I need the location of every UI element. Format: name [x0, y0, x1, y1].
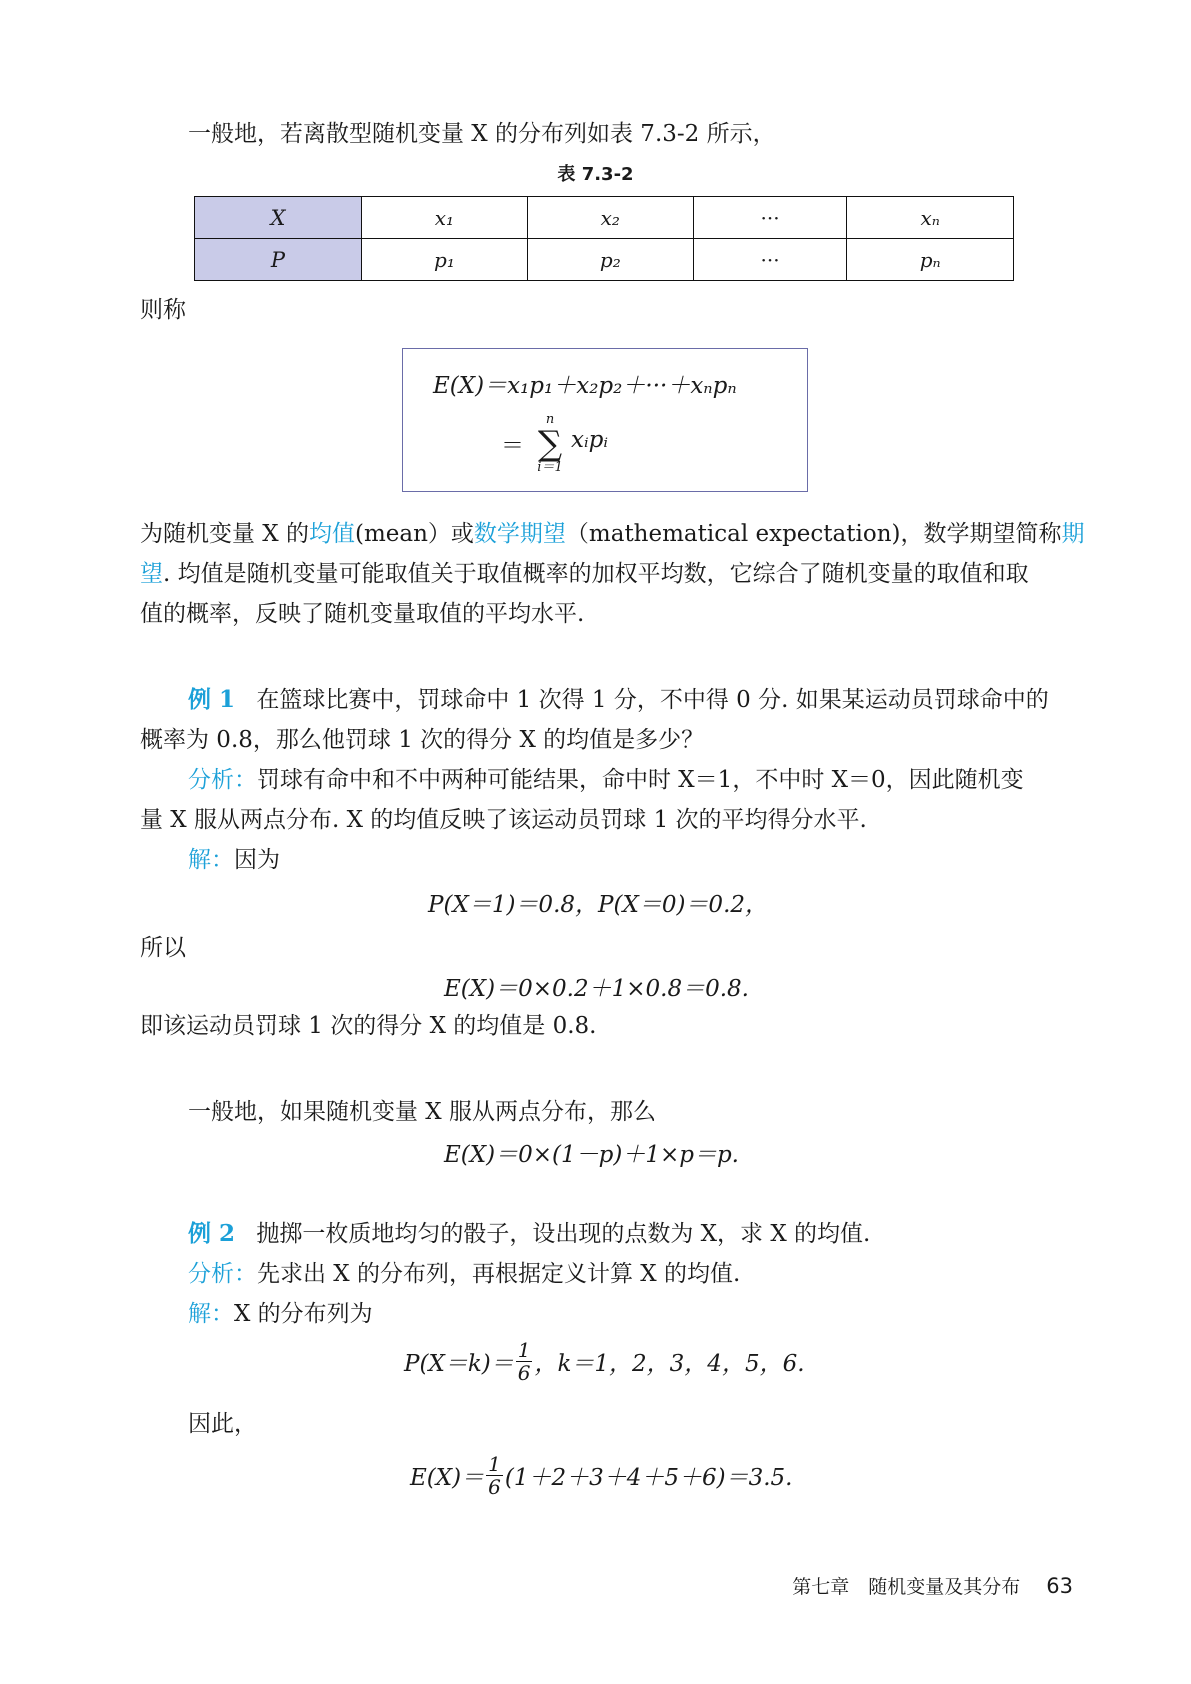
- solution-label: 解：: [188, 847, 234, 873]
- example-1-solution: [140, 840, 1080, 880]
- solution-text: X 的分布列为: [234, 1301, 373, 1327]
- therefore: 因此，: [188, 1411, 257, 1437]
- analysis-text: 先求出 X 的分布列，再根据定义计算 X 的均值.: [257, 1261, 741, 1287]
- table-cell: P: [195, 239, 362, 281]
- sigma-icon: ∑: [537, 424, 563, 464]
- term-expectation: 数学期望: [473, 521, 566, 547]
- definition-line-2: [140, 554, 1080, 594]
- table-cell: ···: [693, 197, 847, 239]
- example-2-analysis: [188, 1254, 740, 1294]
- then-call: 则称: [140, 297, 186, 323]
- table-row: [195, 197, 1014, 239]
- example-1-line-1: [140, 680, 1080, 720]
- fraction: [486, 1453, 503, 1498]
- chapter-title: 第七章 随机变量及其分布: [792, 1576, 1021, 1598]
- table-cell: p₂: [527, 239, 693, 281]
- example-2: [188, 1214, 870, 1254]
- example-text: 在篮球比赛中，罚球命中 1 次得 1 分，不中得 0 分. 如果某运动员罚球命中的: [256, 687, 1049, 713]
- example-1-eq-1: P(X＝1)＝0.8，P(X＝0)＝0.2，: [428, 892, 769, 918]
- eq-part: E(X)＝: [410, 1464, 485, 1491]
- fraction-numerator: 1: [517, 1337, 531, 1362]
- definition-paragraph: [140, 514, 1085, 634]
- definition-line-3: 值的概率，反映了随机变量取值的平均水平.: [140, 601, 585, 627]
- def-text: . 均值是随机变量可能取值关于取值概率的加权平均数，它综合了随机变量的取值和取: [163, 561, 1029, 587]
- sum-body: xᵢpᵢ: [571, 427, 608, 453]
- example-2-solution: [188, 1294, 373, 1334]
- example-label: 例 1: [188, 686, 236, 713]
- fraction-denominator: 6: [517, 1360, 531, 1385]
- table-cell: X: [195, 197, 362, 239]
- analysis-label: 分析：: [188, 1261, 257, 1287]
- distribution-table: [194, 196, 1014, 281]
- table-cell: ···: [693, 239, 847, 281]
- def-text: （mathematical expectation)，数学期望简称: [565, 521, 1062, 547]
- term-mean: 均值: [309, 521, 355, 547]
- eq-part: P(X＝k)＝: [404, 1350, 514, 1377]
- fraction: [516, 1339, 533, 1384]
- intro-line: 一般地，若离散型随机变量 X 的分布列如表 7.3-2 所示，: [188, 121, 776, 147]
- example-2-eq-1: [404, 1336, 805, 1386]
- general-eq: E(X)＝0×(1－p)＋1×p＝p.: [444, 1142, 739, 1168]
- def-text: (mean）或: [355, 521, 474, 547]
- example-1-analysis: [140, 760, 1080, 800]
- sum-upper: n: [545, 412, 555, 427]
- eq-part: ，k＝1，2，3，4，5，6.: [534, 1350, 805, 1377]
- analysis-text: 罚球有命中和不中两种可能结果，命中时 X＝1，不中时 X＝0，因此随机变: [257, 767, 1024, 793]
- example-1-line-2: 概率为 0.8，那么他罚球 1 次的得分 X 的均值是多少？: [140, 727, 705, 753]
- table-cell: pₙ: [847, 239, 1014, 281]
- table-caption: 表 7.3-2: [557, 164, 634, 185]
- sum-lower: i＝1: [537, 460, 563, 475]
- table-cell: x₂: [527, 197, 693, 239]
- general-statement: 一般地，如果随机变量 X 服从两点分布，那么: [188, 1099, 656, 1125]
- table-cell: x₁: [362, 197, 528, 239]
- fraction-denominator: 6: [488, 1474, 501, 1499]
- expectation-formula-box: [402, 348, 808, 492]
- example-1-so: 所以: [140, 935, 186, 961]
- formula-equals: ＝: [501, 433, 524, 459]
- example-label: 例 2: [188, 1220, 236, 1247]
- solution-label: 解：: [188, 1301, 234, 1327]
- sum-symbol: [533, 413, 567, 475]
- page-number: 63: [1046, 1574, 1073, 1598]
- definition-line-1: [140, 514, 1085, 554]
- term-expectation-short: 期: [1061, 521, 1085, 547]
- table-row: [195, 239, 1014, 281]
- example-1-analysis-2: 量 X 服从两点分布. X 的均值反映了该运动员罚球 1 次的平均得分水平.: [140, 807, 867, 833]
- table-cell: xₙ: [847, 197, 1014, 239]
- page-footer: [792, 1572, 1073, 1599]
- example-2-eq-2: [410, 1450, 793, 1500]
- example-1-conclusion: 即该运动员罚球 1 次的得分 X 的均值是 0.8.: [140, 1013, 597, 1039]
- solution-text: 因为: [234, 847, 280, 873]
- eq-part: (1＋2＋3＋4＋5＋6)＝3.5.: [504, 1464, 793, 1491]
- formula-line-1: E(X)＝x₁p₁＋x₂p₂＋···＋xₙpₙ: [433, 373, 737, 399]
- term-expectation-short: 望: [140, 561, 163, 587]
- example-1: [140, 680, 1080, 880]
- example-text: 抛掷一枚质地均匀的骰子，设出现的点数为 X，求 X 的均值.: [256, 1221, 871, 1247]
- table-cell: p₁: [362, 239, 528, 281]
- fraction-numerator: 1: [488, 1451, 501, 1476]
- def-text: 为随机变量 X 的: [140, 521, 309, 547]
- analysis-label: 分析：: [188, 767, 257, 793]
- example-1-eq-2: E(X)＝0×0.2＋1×0.8＝0.8.: [444, 976, 749, 1002]
